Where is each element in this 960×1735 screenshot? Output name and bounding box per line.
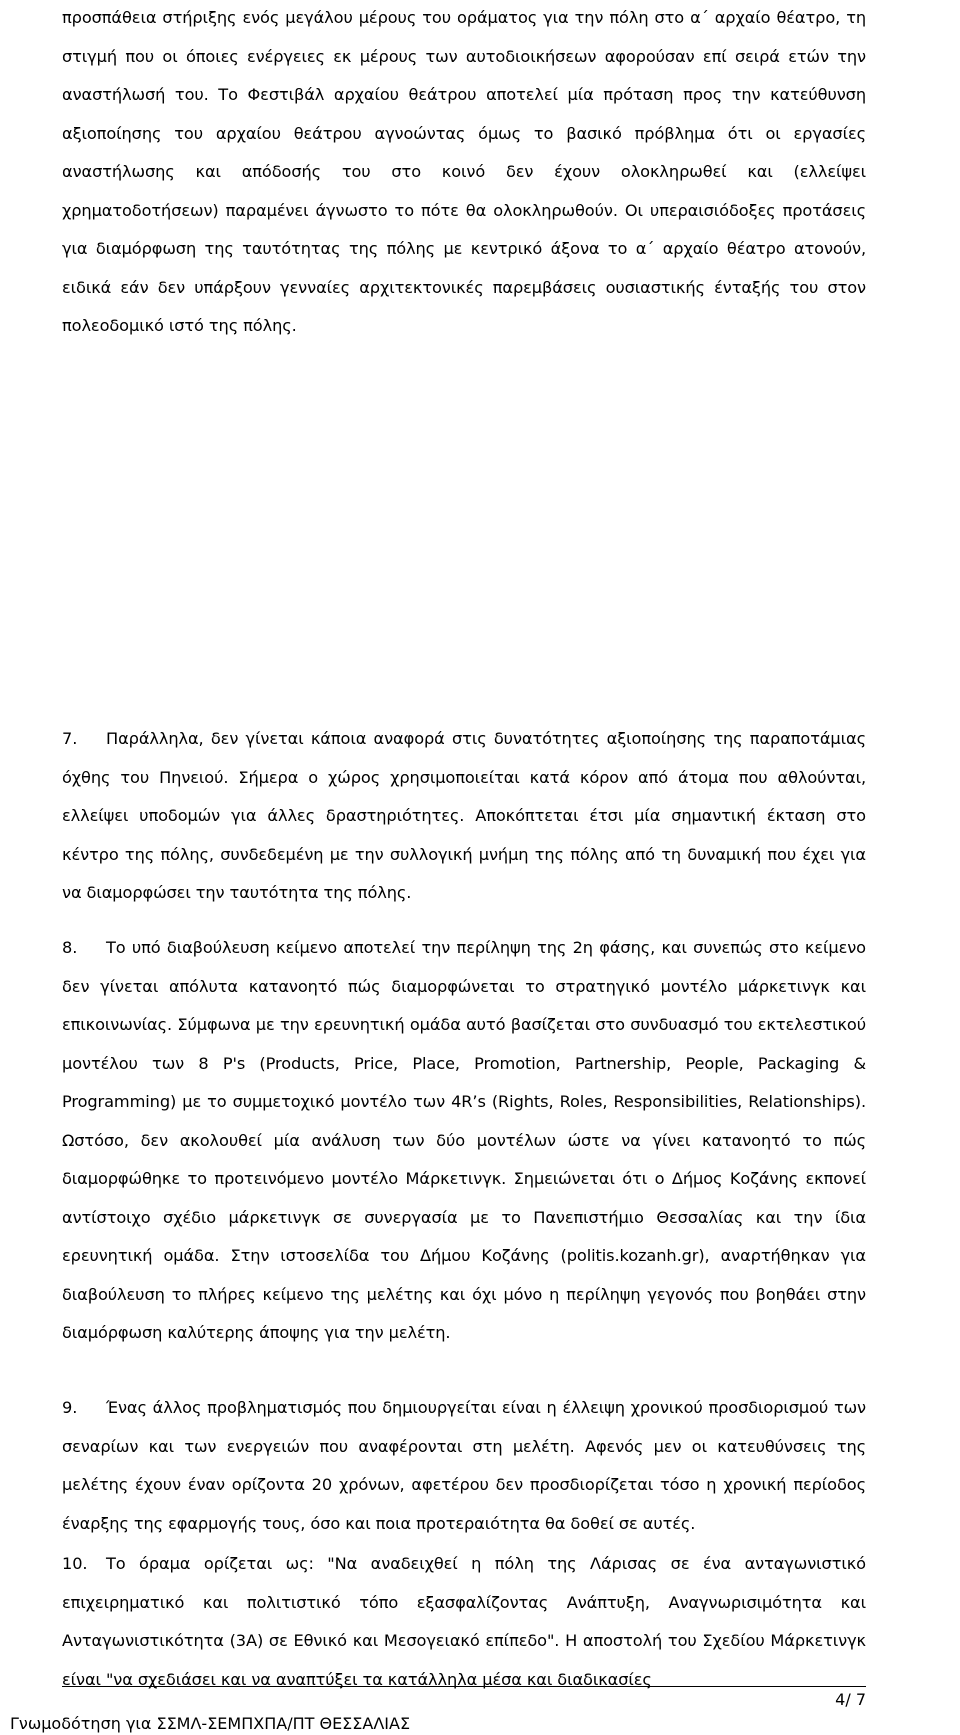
paragraph-8-number: 8. bbox=[62, 938, 78, 957]
paragraph-9-text bbox=[62, 1389, 866, 1543]
paragraph-7-text bbox=[62, 720, 866, 913]
paragraph-10-number: 10. bbox=[62, 1554, 88, 1573]
paragraph-10-text bbox=[62, 1545, 866, 1699]
paragraph-9-body: Ένας άλλος προβληματισμός που δημιουργείται είναι η έλλειψη χρονικού προσδιορισμού των σεναρίων και των ενεργειών που αναφέρονται στη μελέτη. Αφενός μεν οι κατευθύνσεις της μελέτης έχουν έναν ορίζοντα 20 χρόνων, αφετέρου δεν προσδιορίζεται τόσο η χρονική περίοδος έναρξης της εφαρμογής τους, όσο και ποια προτεραιότητα θα δοθεί σε αυτές. bbox=[62, 1398, 866, 1533]
footer-divider bbox=[62, 1686, 866, 1687]
paragraph-8-text bbox=[62, 929, 866, 1353]
paragraph-intro: προσπάθεια στήριξης ενός μεγάλου μέρους του οράματος για την πόλη στο α΄ αρχαίο θέατρο, τη στιγμή που οι όποιες ενέργειες εκ μέρους των αυτοδιοικήσεων αφορούσαν επί σειρά ετών την αναστήλωσή του. Το Φεστιβάλ αρχαίου θεάτρου αποτελεί μία πρόταση προς την κατεύθυνση αξιοποίησης του αρχαίου θεάτρου αγνοώντας όμως το βασικό πρόβλημα ότι οι εργασίες αναστήλωσης και απόδοσής του στο κοινό δεν έχουν ολοκληρωθεί και (ελλείψει χρηματοδοτήσεων) παραμένει άγνωστο το πότε θα ολοκληρωθούν. Οι υπεραισιόδοξες προτάσεις για διαμόρφωση της ταυτότητας της πόλης με κεντρικό άξονα το α΄ αρχαίο θέατρο ατονούν, ειδικά εάν δεν υπάρξουν γενναίες αρχιτεκτονικές παρεμβάσεις ουσιαστικής ένταξής του στον πολεοδομικό ιστό της πόλης. bbox=[62, 8, 866, 335]
paragraph-9-number: 9. bbox=[62, 1398, 78, 1417]
paragraph-8-body: Το υπό διαβούλευση κείμενο αποτελεί την περίληψη της 2η φάσης, και συνεπώς στο κείμενο δεν γίνεται απόλυτα κατανοητό πώς διαμορφώνεται το στρατηγικό μοντέλο μάρκετινγκ και επικοινωνίας. Σύμφωνα με την ερευνητική ομάδα αυτό βασίζεται στο συνδυασμό του εκτελεστικού μοντέλου των 8 P's (Products, Price, Place, Promotion, Partnership, People, Packaging & Programming) με το συμμετοχικό μοντέλο των 4R’s (Rights, Roles, Responsibilities, Relationships). Ωστόσο, δεν ακολουθεί μία ανάλυση των δύο μοντέλων ώστε να γίνει κατανοητό το πώς διαμορφώθηκε το προτεινόμενο μοντέλο Μάρκετινγκ. Σημειώνεται ότι ο Δήμος Κοζάνης εκπονεί αντίστοιχο σχέδιο μάρκετινγκ σε συνεργασία με το Πανεπιστήμιο Θεσσαλίας και την ίδια ερευνητική ομάδα. Στην ιστοσελίδα του Δήμου Κοζάνης (politis.kozanh.gr), αναρτήθηκαν για διαβούλευση το πλήρες κείμενο της μελέτης και όχι μόνο η περίληψη γεγονός που βοηθάει στην διαμόρφωση καλύτερης άποψης για την μελέτη. bbox=[62, 938, 866, 1342]
footer-title: Γνωμοδότηση για ΣΣΜΛ-ΣΕΜΠΧΠΑ/ΠΤ ΘΕΣΣΑΛΙΑΣ bbox=[10, 1714, 411, 1733]
paragraph-7-body: Παράλληλα, δεν γίνεται κάποια αναφορά στις δυνατότητες αξιοποίησης της παραποτάμιας όχθης του Πηνειού. Σήμερα ο χώρος χρησιμοποιείται κατά κόρον από άτομα που αθλούνται, ελλείψει υποδομών για άλλες δραστηριότητες. Αποκόπτεται έτσι μία σημαντική έκταση στο κέντρο της πόλης, συνδεδεμένη με την συλλογική μνήμη της πόλης από τη δυναμική που έχει για να διαμορφώσει την ταυτότητα της πόλης. bbox=[62, 729, 866, 902]
page-number: 4/ 7 bbox=[835, 1690, 866, 1709]
paragraph-7-number: 7. bbox=[62, 729, 78, 748]
paragraph-10-body: Το όραμα ορίζεται ως: "Να αναδειχθεί η πόλη της Λάρισας σε ένα ανταγωνιστικό επιχειρηματικό και πολιτιστικό τόπο εξασφαλίζοντας Ανάπτυξη, Αναγνωρισιμότητα και Ανταγωνιστικότητα (3Α) σε Εθνικό και Μεσογειακό επίπεδο". Η αποστολή του Σχεδίου Μάρκετινγκ είναι "να σχεδιάσει και να αναπτύξει τα κατάλληλα μέσα και διαδικασίες bbox=[62, 1554, 866, 1689]
